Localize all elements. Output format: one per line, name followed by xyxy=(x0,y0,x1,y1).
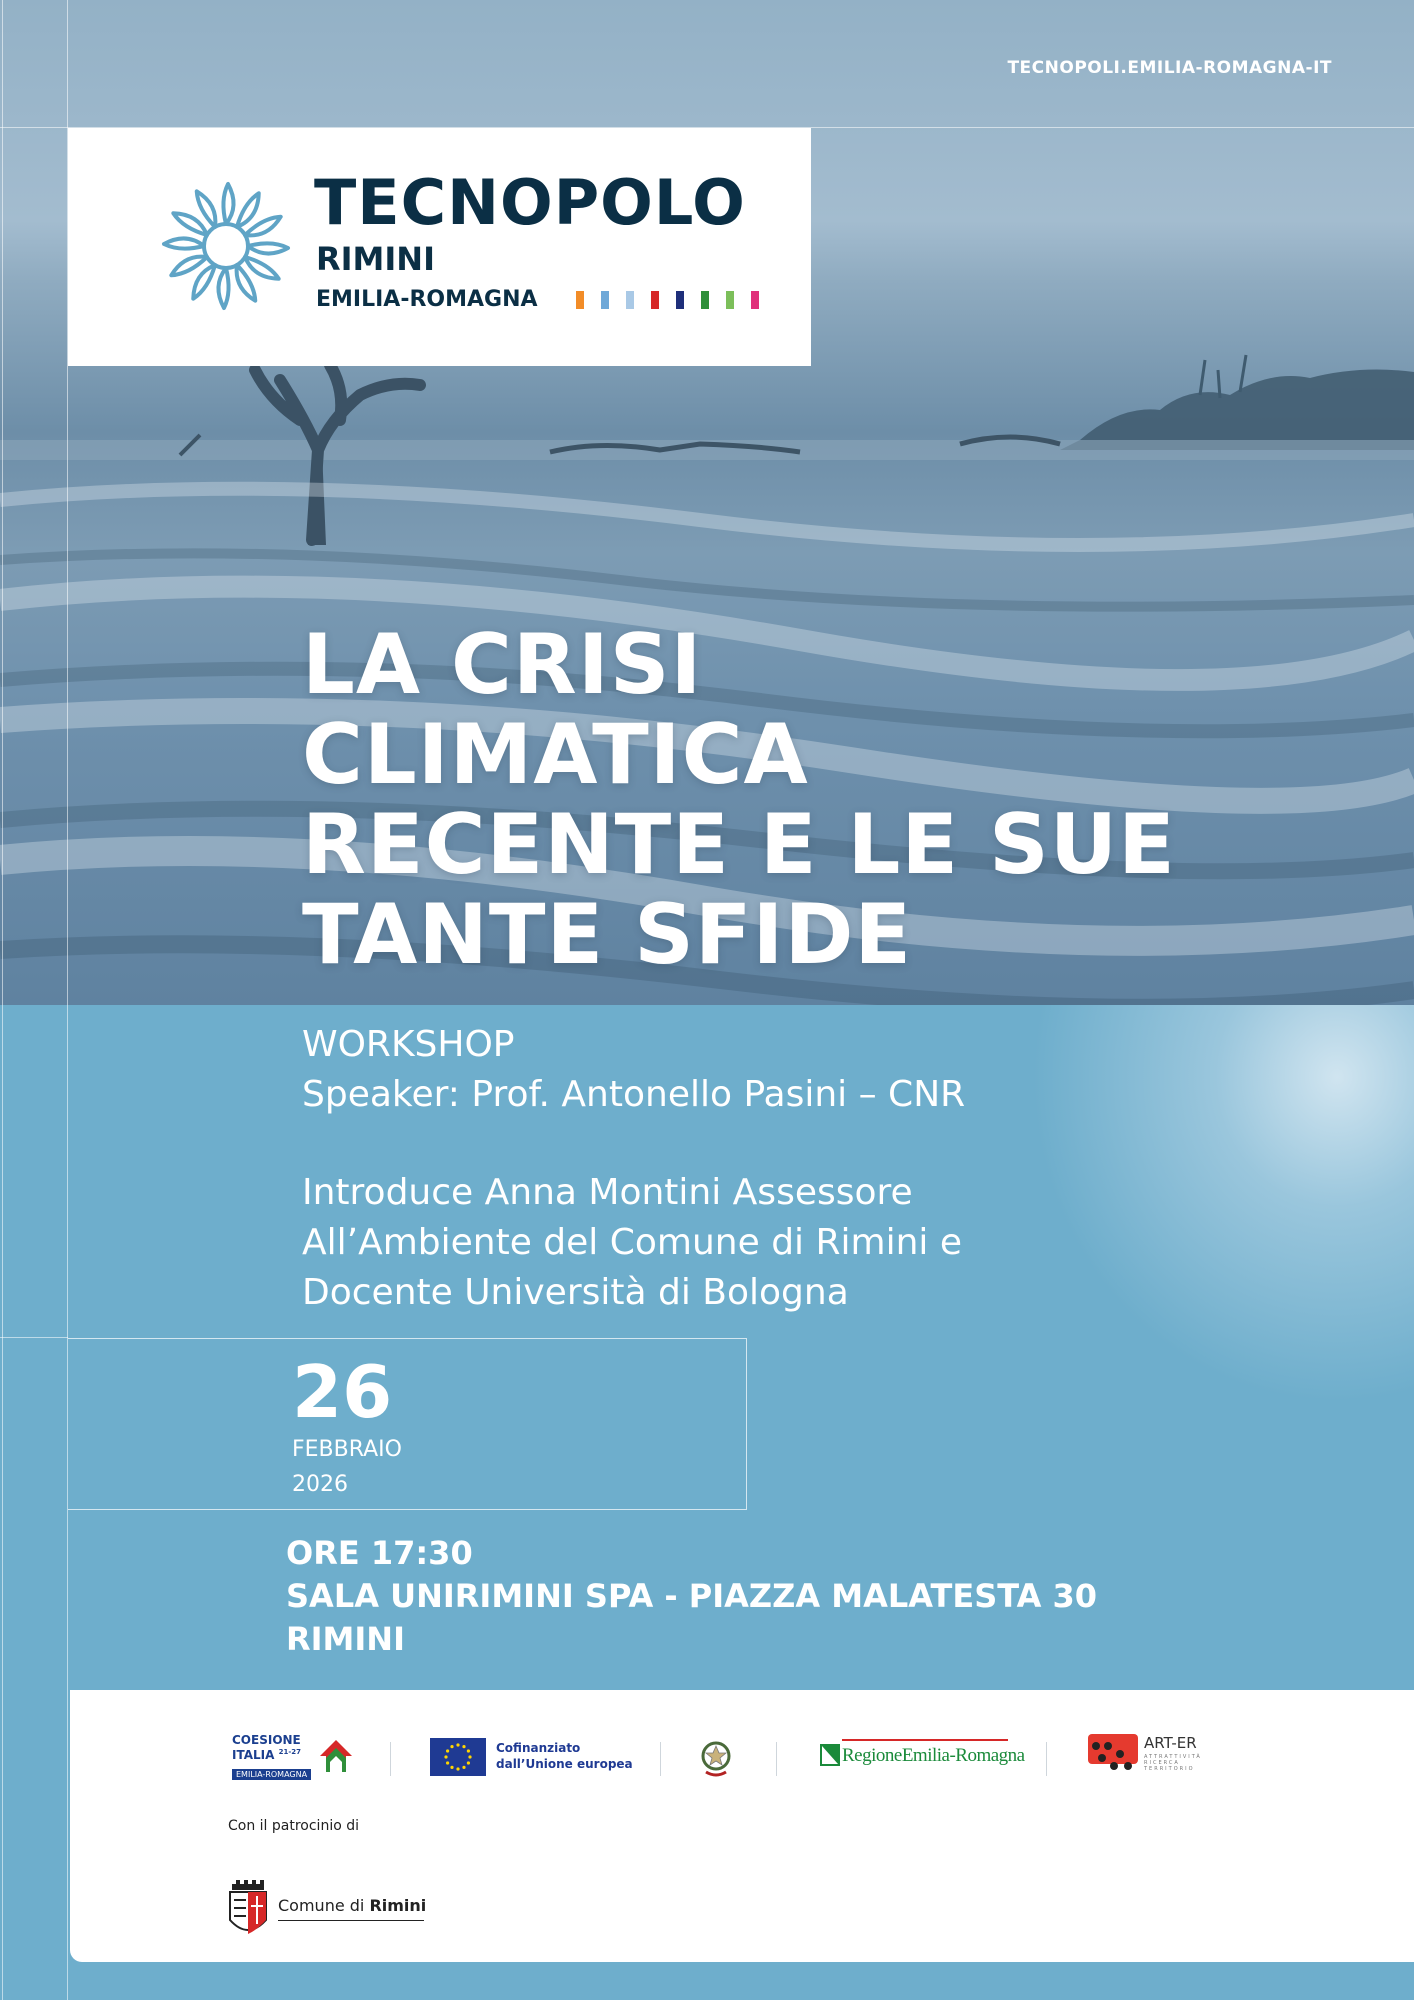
divider xyxy=(660,1742,661,1776)
title-line: CLIMATICA xyxy=(302,706,809,803)
event-details xyxy=(302,1020,965,1318)
coesione-years: 21-27 xyxy=(278,1748,301,1756)
event-time: ORE 17:30 xyxy=(286,1534,473,1572)
eu-text-line2: dall’Unione europea xyxy=(496,1757,633,1771)
title-line: RECENTE E LE SUE xyxy=(302,796,1176,893)
art-er-sub-line: RICERCA xyxy=(1144,1760,1180,1766)
title-line: TANTE SFIDE xyxy=(302,886,913,983)
divider xyxy=(776,1742,777,1776)
coesione-line1: COESIONE xyxy=(232,1733,301,1747)
art-er-name: ART-ER xyxy=(1144,1734,1197,1752)
eu-flag-icon xyxy=(430,1738,486,1776)
date-month: FEBBRAIO xyxy=(292,1437,402,1462)
venue-place: SALA UNIRIMINI SPA - PIAZZA MALATESTA 30 xyxy=(286,1577,1098,1615)
date-frame xyxy=(68,1338,747,1510)
divider xyxy=(1046,1742,1047,1776)
patronage-label: Con il patrocinio di xyxy=(228,1818,360,1834)
color-bar xyxy=(751,291,759,309)
coesione-italia-logo xyxy=(232,1734,311,1781)
color-bar xyxy=(651,291,659,309)
sponsor-footer xyxy=(70,1690,1414,1962)
date-year: 2026 xyxy=(292,1472,348,1497)
eu-text-line1: Cofinanziato xyxy=(496,1741,581,1755)
art-er-dots-icon xyxy=(1088,1734,1138,1776)
guide-line xyxy=(0,1337,68,1338)
guide-line xyxy=(2,0,3,2000)
divider xyxy=(390,1742,391,1776)
rer-name: RegioneEmilia-Romagna xyxy=(842,1745,1025,1766)
title-line: LA CRISI xyxy=(302,616,703,713)
date-day: 26 xyxy=(292,1350,393,1434)
comune-city: Rimini xyxy=(369,1896,427,1915)
venue-city: RIMINI xyxy=(286,1620,405,1658)
rer-flag-icon xyxy=(820,1742,840,1768)
rimini-coat-of-arms-icon xyxy=(226,1876,270,1942)
tecnopolo-mandala-icon xyxy=(160,180,292,312)
logo-city: RIMINI xyxy=(316,240,435,278)
color-bar xyxy=(701,291,709,309)
comune-prefix: Comune di xyxy=(278,1896,365,1915)
event-type: WORKSHOP xyxy=(302,1024,515,1065)
art-er-sub-line: ATTRATTIVITÀ xyxy=(1144,1754,1202,1760)
event-intro-line: Introduce Anna Montini Assessore xyxy=(302,1172,913,1213)
color-bar xyxy=(726,291,734,309)
color-bar xyxy=(601,291,609,309)
coesione-region: EMILIA-ROMAGNA xyxy=(232,1769,311,1780)
art-er-sub-line: TERRITORIO xyxy=(1144,1766,1195,1772)
pixel-glow-decoration xyxy=(1030,1005,1414,1405)
event-speaker: Speaker: Prof. Antonello Pasini – CNR xyxy=(302,1074,966,1115)
color-bar xyxy=(576,291,584,309)
venue-info xyxy=(286,1532,1097,1661)
logo-title: TECNOPOLO xyxy=(314,166,746,239)
region-color-bars xyxy=(576,291,804,311)
color-bar xyxy=(676,291,684,309)
site-url[interactable]: TECNOPOLI.EMILIA-ROMAGNA-IT xyxy=(1007,58,1332,78)
coesione-line2: ITALIA xyxy=(232,1748,275,1762)
coesione-arrow-icon xyxy=(316,1736,356,1774)
italian-republic-emblem-icon xyxy=(698,1738,734,1778)
event-title xyxy=(302,616,1176,983)
comune-di-rimini-logo xyxy=(226,1876,427,1946)
color-bar xyxy=(626,291,634,309)
tecnopolo-logo xyxy=(68,128,811,366)
event-intro-line: All’Ambiente del Comune di Rimini e xyxy=(302,1222,962,1263)
event-intro-line: Docente Università di Bologna xyxy=(302,1272,849,1313)
logo-region: EMILIA-ROMAGNA xyxy=(316,287,538,312)
